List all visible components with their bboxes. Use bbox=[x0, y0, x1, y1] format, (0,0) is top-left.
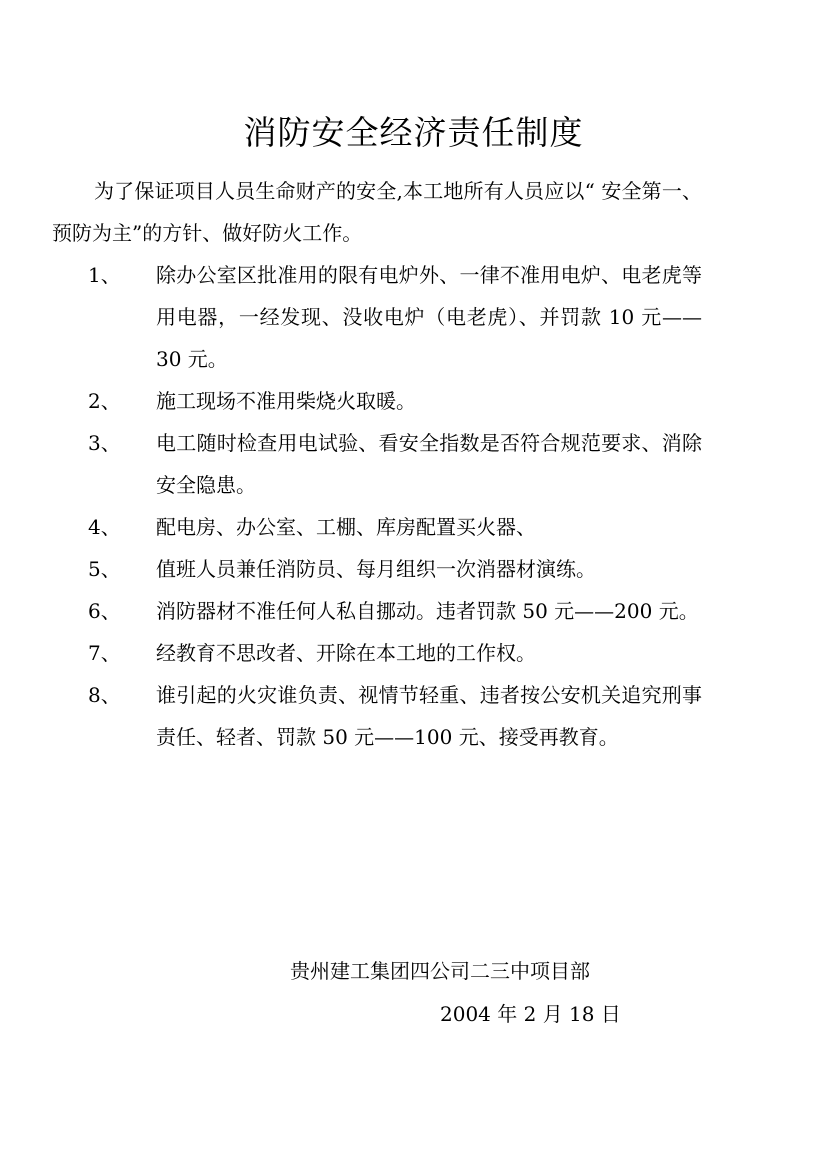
rule-item bbox=[88, 380, 702, 422]
intro-paragraph: 为了保证项目人员生命财产的安全,本工地所有人员应以“ 安全第一、预防为主”的方针、做好防火工作。 bbox=[52, 179, 702, 245]
rule-text: 施工现场不准用柴烧火取暖。 bbox=[156, 389, 416, 413]
rule-number: 2、 bbox=[88, 389, 121, 413]
rule-text: 除办公室区批准用的限有电炉外、一律不准用电炉、电老虎等用电器，一经发现、没收电炉（电老虎）、并罚款 10 元——30 元。 bbox=[156, 263, 702, 371]
rule-item bbox=[88, 674, 702, 758]
rule-number: 3、 bbox=[88, 431, 121, 455]
signature-date: 2004 年 2 月 18 日 bbox=[440, 1002, 621, 1026]
rule-number: 4、 bbox=[88, 515, 121, 539]
rule-number: 7、 bbox=[88, 641, 121, 665]
rule-number: 1、 bbox=[88, 263, 121, 287]
rule-text: 谁引起的火灾谁负责、视情节轻重、违者按公安机关追究刑事责任、轻者、罚款 50 元——100 元、接受再教育。 bbox=[156, 683, 702, 749]
rule-item bbox=[88, 548, 702, 590]
rule-text: 经教育不思改者、开除在本工地的工作权。 bbox=[156, 641, 536, 665]
rule-text: 电工随时检查用电试验、看安全指数是否符合规范要求、消除安全隐患。 bbox=[156, 431, 702, 497]
rule-number: 8、 bbox=[88, 683, 121, 707]
rule-text: 值班人员兼任消防员、每月组织一次消器材演练。 bbox=[156, 557, 596, 581]
document-title: 消防安全经济责任制度 bbox=[243, 113, 584, 152]
rule-item bbox=[88, 506, 702, 548]
rule-item bbox=[88, 422, 702, 506]
rule-item bbox=[88, 632, 702, 674]
rules-list bbox=[88, 254, 702, 758]
rule-text: 配电房、办公室、工棚、库房配置买火器、 bbox=[156, 515, 536, 539]
rule-number: 5、 bbox=[88, 557, 121, 581]
rule-item bbox=[88, 254, 702, 380]
rule-item bbox=[88, 590, 702, 632]
rule-number: 6、 bbox=[88, 599, 121, 623]
rule-text: 消防器材不准任何人私自挪动。违者罚款 50 元——200 元。 bbox=[156, 599, 699, 623]
signature-organization: 贵州建工集团四公司二三中项目部 bbox=[290, 959, 590, 983]
